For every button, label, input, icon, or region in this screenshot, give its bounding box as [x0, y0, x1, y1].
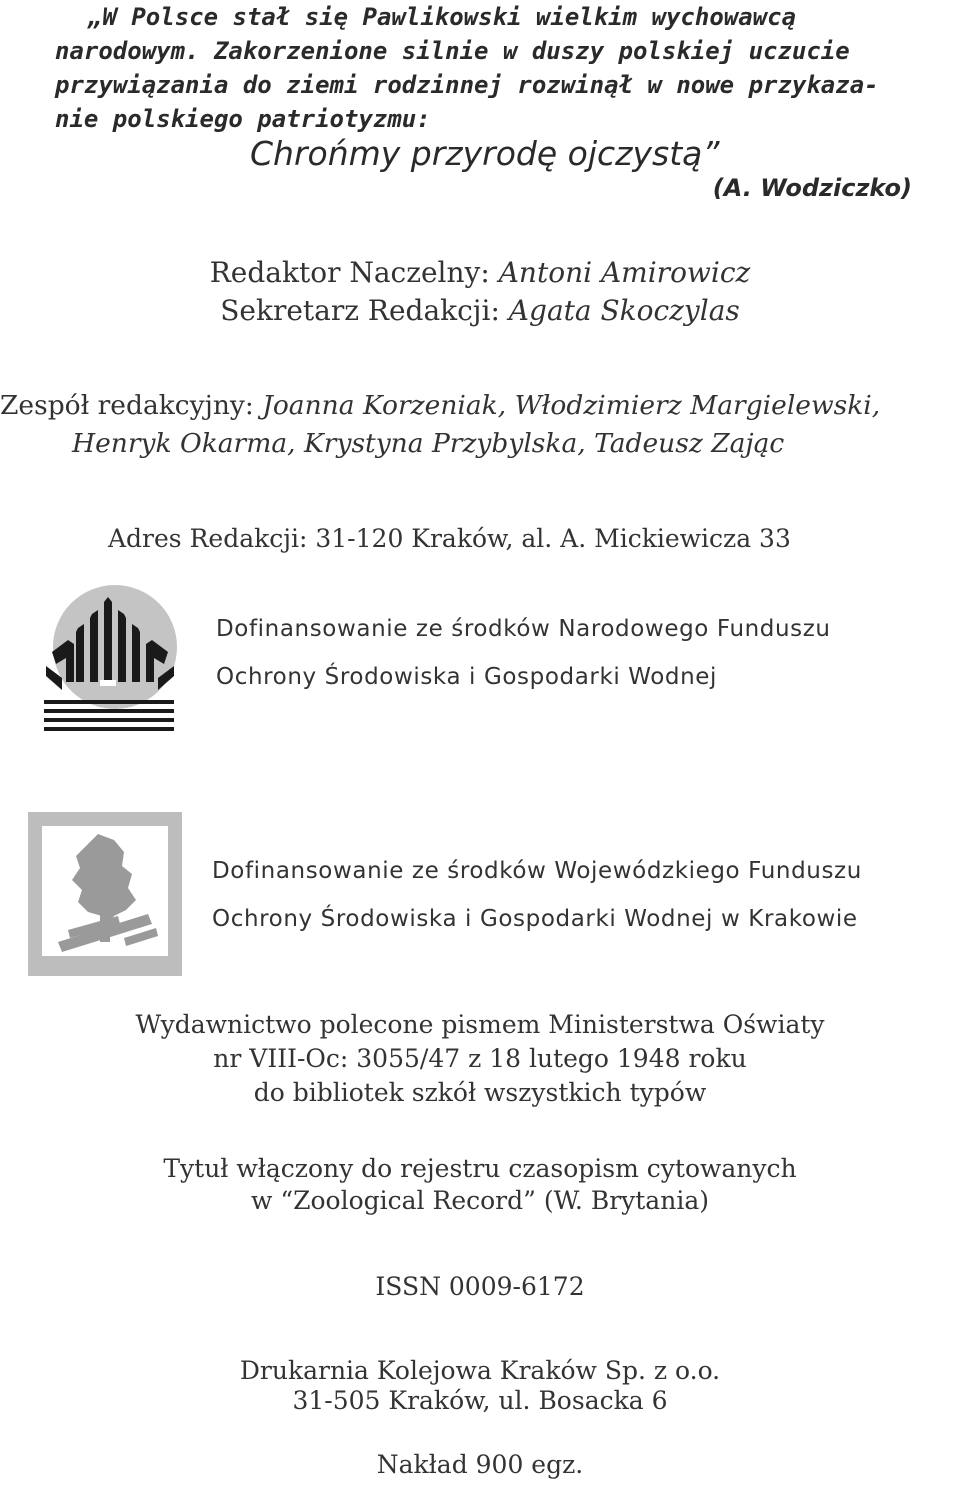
indexing-line-1: Tytuł włączony do rejestru czasopism cytowanych	[163, 1154, 797, 1183]
funding-nfosigw-line-1: Dofinansowanie ze środków Narodowego Funduszu	[216, 616, 831, 642]
editor-secretary-label: Sekretarz Redakcji:	[220, 294, 500, 327]
nfosigw-logo-icon	[40, 582, 180, 732]
recommendation-line-2: nr VIII-Oc: 3055/47 z 18 lutego 1948 roku	[213, 1044, 747, 1073]
team-line-1	[0, 390, 880, 421]
recommendation-line-3: do bibliotek szkół wszystkich typów	[253, 1078, 707, 1107]
circulation: Nakład 900 egz.	[376, 1450, 584, 1479]
editorial-address: Adres Redakcji: 31-120 Kraków, al. A. Mickiewicza 33	[108, 524, 791, 553]
printer-line-2: 31-505 Kraków, ul. Bosacka 6	[292, 1386, 668, 1415]
editor-chief	[0, 256, 960, 289]
funding-wfosigw-line-1: Dofinansowanie ze środków Wojewódzkiego Funduszu	[212, 858, 862, 884]
funding-nfosigw-line-2: Ochrony Środowiska i Gospodarki Wodnej	[216, 664, 718, 690]
motto-line-4: nie polskiego patriotyzmu:	[55, 105, 431, 133]
team-label: Zespół redakcyjny:	[0, 390, 254, 421]
team-line-2: Henryk Okarma, Krystyna Przybylska, Tadeusz Zając	[72, 428, 785, 459]
editor-secretary	[0, 294, 960, 327]
wfosigw-tree-logo-icon	[28, 812, 182, 976]
motto-author: (A. Wodziczko)	[712, 174, 912, 202]
issn: ISSN 0009-6172	[375, 1272, 585, 1301]
motto-line-3: przywiązania do ziemi rodzinnej rozwinął w nowe przykaza-	[55, 71, 879, 99]
recommendation-line-1: Wydawnictwo polecone pismem Ministerstwa Oświaty	[135, 1010, 825, 1039]
motto-slogan: Chrońmy przyrodę ojczystą”	[250, 134, 720, 173]
editor-secretary-name: Agata Skoczylas	[508, 294, 740, 327]
team-names-1: Joanna Korzeniak, Włodzimierz Margielewski,	[262, 390, 881, 421]
printer-line-1: Drukarnia Kolejowa Kraków Sp. z o.o.	[239, 1356, 721, 1385]
funding-wfosigw-line-2: Ochrony Środowiska i Gospodarki Wodnej w Krakowie	[212, 906, 858, 932]
motto-line-1: „W Polsce stał się Pawlikowski wielkim wychowawcą	[88, 3, 797, 31]
motto-line-2: narodowym. Zakorzenione silnie w duszy polskiej uczucie	[55, 37, 850, 65]
indexing-line-2: w “Zoological Record” (W. Brytania)	[251, 1186, 709, 1215]
editor-chief-label: Redaktor Naczelny:	[209, 256, 490, 289]
editor-chief-name: Antoni Amirowicz	[498, 256, 751, 289]
